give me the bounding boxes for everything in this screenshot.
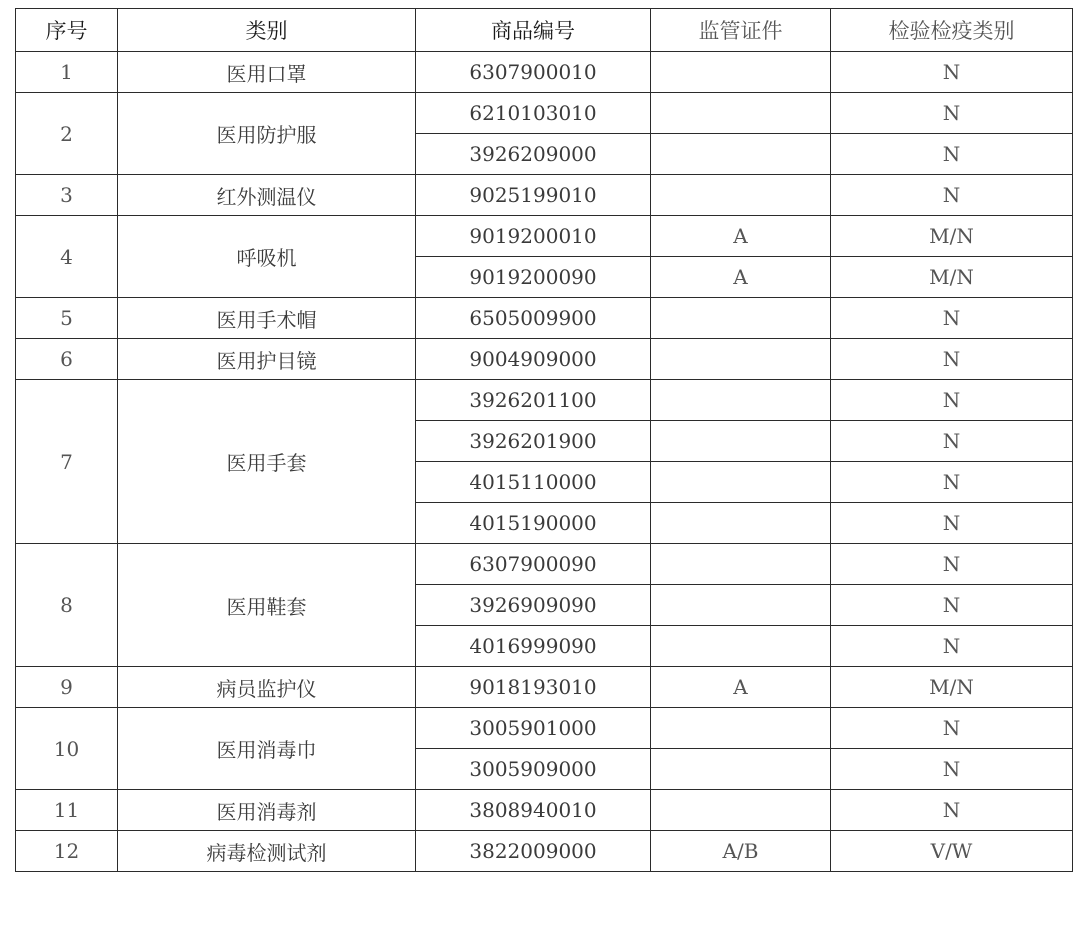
table-row [16, 708, 1073, 749]
inspection-cell: N [831, 175, 1073, 216]
inspection-cell: N [831, 749, 1073, 790]
product-code-cell: 9019200010 [416, 216, 651, 257]
license-cell [651, 544, 831, 585]
license-cell [651, 421, 831, 462]
table-row [16, 544, 1073, 585]
license-cell [651, 585, 831, 626]
license-cell [651, 708, 831, 749]
goods-table [15, 8, 1073, 872]
category-cell: 医用消毒剂 [118, 790, 416, 831]
license-cell: A [651, 257, 831, 298]
category-cell: 红外测温仪 [118, 175, 416, 216]
license-cell [651, 790, 831, 831]
table-row [16, 52, 1073, 93]
category-cell: 医用口罩 [118, 52, 416, 93]
category-cell: 医用消毒巾 [118, 708, 416, 790]
license-cell [651, 52, 831, 93]
inspection-cell: V/W [831, 831, 1073, 872]
license-cell [651, 339, 831, 380]
license-cell [651, 462, 831, 503]
table-row [16, 667, 1073, 708]
inspection-cell: N [831, 790, 1073, 831]
header-code: 商品编号 [416, 9, 651, 52]
product-code-cell: 4016999090 [416, 626, 651, 667]
inspection-cell: N [831, 421, 1073, 462]
category-cell: 医用手术帽 [118, 298, 416, 339]
license-cell [651, 134, 831, 175]
inspection-cell: N [831, 380, 1073, 421]
category-cell: 医用手套 [118, 380, 416, 544]
license-cell: A/B [651, 831, 831, 872]
product-code-cell: 6307900090 [416, 544, 651, 585]
license-cell [651, 380, 831, 421]
license-cell: A [651, 667, 831, 708]
table-row [16, 380, 1073, 421]
product-code-cell: 3005901000 [416, 708, 651, 749]
product-code-cell: 3926201100 [416, 380, 651, 421]
header-inspection: 检验检疫类别 [831, 9, 1073, 52]
license-cell [651, 93, 831, 134]
inspection-cell: M/N [831, 216, 1073, 257]
header-license: 监管证件 [651, 9, 831, 52]
table-row [16, 175, 1073, 216]
license-cell: A [651, 216, 831, 257]
inspection-cell: N [831, 93, 1073, 134]
row-number: 9 [16, 667, 118, 708]
inspection-cell: N [831, 503, 1073, 544]
row-number: 2 [16, 93, 118, 175]
row-number: 12 [16, 831, 118, 872]
table-row [16, 93, 1073, 134]
product-code-cell: 6210103010 [416, 93, 651, 134]
license-cell [651, 503, 831, 544]
category-cell: 医用鞋套 [118, 544, 416, 667]
row-number: 8 [16, 544, 118, 667]
header-row [16, 9, 1073, 52]
product-code-cell: 4015110000 [416, 462, 651, 503]
inspection-cell: N [831, 339, 1073, 380]
header-no: 序号 [16, 9, 118, 52]
category-cell: 医用防护服 [118, 93, 416, 175]
category-cell: 病员监护仪 [118, 667, 416, 708]
row-number: 3 [16, 175, 118, 216]
table-body [16, 52, 1073, 872]
license-cell [651, 626, 831, 667]
product-code-cell: 6505009900 [416, 298, 651, 339]
license-cell [651, 298, 831, 339]
product-code-cell: 3926201900 [416, 421, 651, 462]
row-number: 1 [16, 52, 118, 93]
inspection-cell: N [831, 708, 1073, 749]
inspection-cell: M/N [831, 257, 1073, 298]
product-code-cell: 3926909090 [416, 585, 651, 626]
product-code-cell: 9019200090 [416, 257, 651, 298]
product-code-cell: 9025199010 [416, 175, 651, 216]
product-code-cell: 3005909000 [416, 749, 651, 790]
product-code-cell: 9004909000 [416, 339, 651, 380]
inspection-cell: N [831, 52, 1073, 93]
inspection-cell: M/N [831, 667, 1073, 708]
table-row [16, 339, 1073, 380]
table-row [16, 298, 1073, 339]
inspection-cell: N [831, 585, 1073, 626]
row-number: 10 [16, 708, 118, 790]
category-cell: 医用护目镜 [118, 339, 416, 380]
row-number: 6 [16, 339, 118, 380]
inspection-cell: N [831, 134, 1073, 175]
inspection-cell: N [831, 626, 1073, 667]
table-row [16, 216, 1073, 257]
license-cell [651, 175, 831, 216]
product-code-cell: 3822009000 [416, 831, 651, 872]
product-code-cell: 3808940010 [416, 790, 651, 831]
category-cell: 呼吸机 [118, 216, 416, 298]
table-row [16, 831, 1073, 872]
inspection-cell: N [831, 462, 1073, 503]
row-number: 5 [16, 298, 118, 339]
inspection-cell: N [831, 298, 1073, 339]
product-code-cell: 4015190000 [416, 503, 651, 544]
product-code-cell: 3926209000 [416, 134, 651, 175]
product-code-cell: 9018193010 [416, 667, 651, 708]
row-number: 4 [16, 216, 118, 298]
row-number: 7 [16, 380, 118, 544]
product-code-cell: 6307900010 [416, 52, 651, 93]
category-cell: 病毒检测试剂 [118, 831, 416, 872]
header-category: 类别 [118, 9, 416, 52]
row-number: 11 [16, 790, 118, 831]
table-row [16, 790, 1073, 831]
inspection-cell: N [831, 544, 1073, 585]
license-cell [651, 749, 831, 790]
